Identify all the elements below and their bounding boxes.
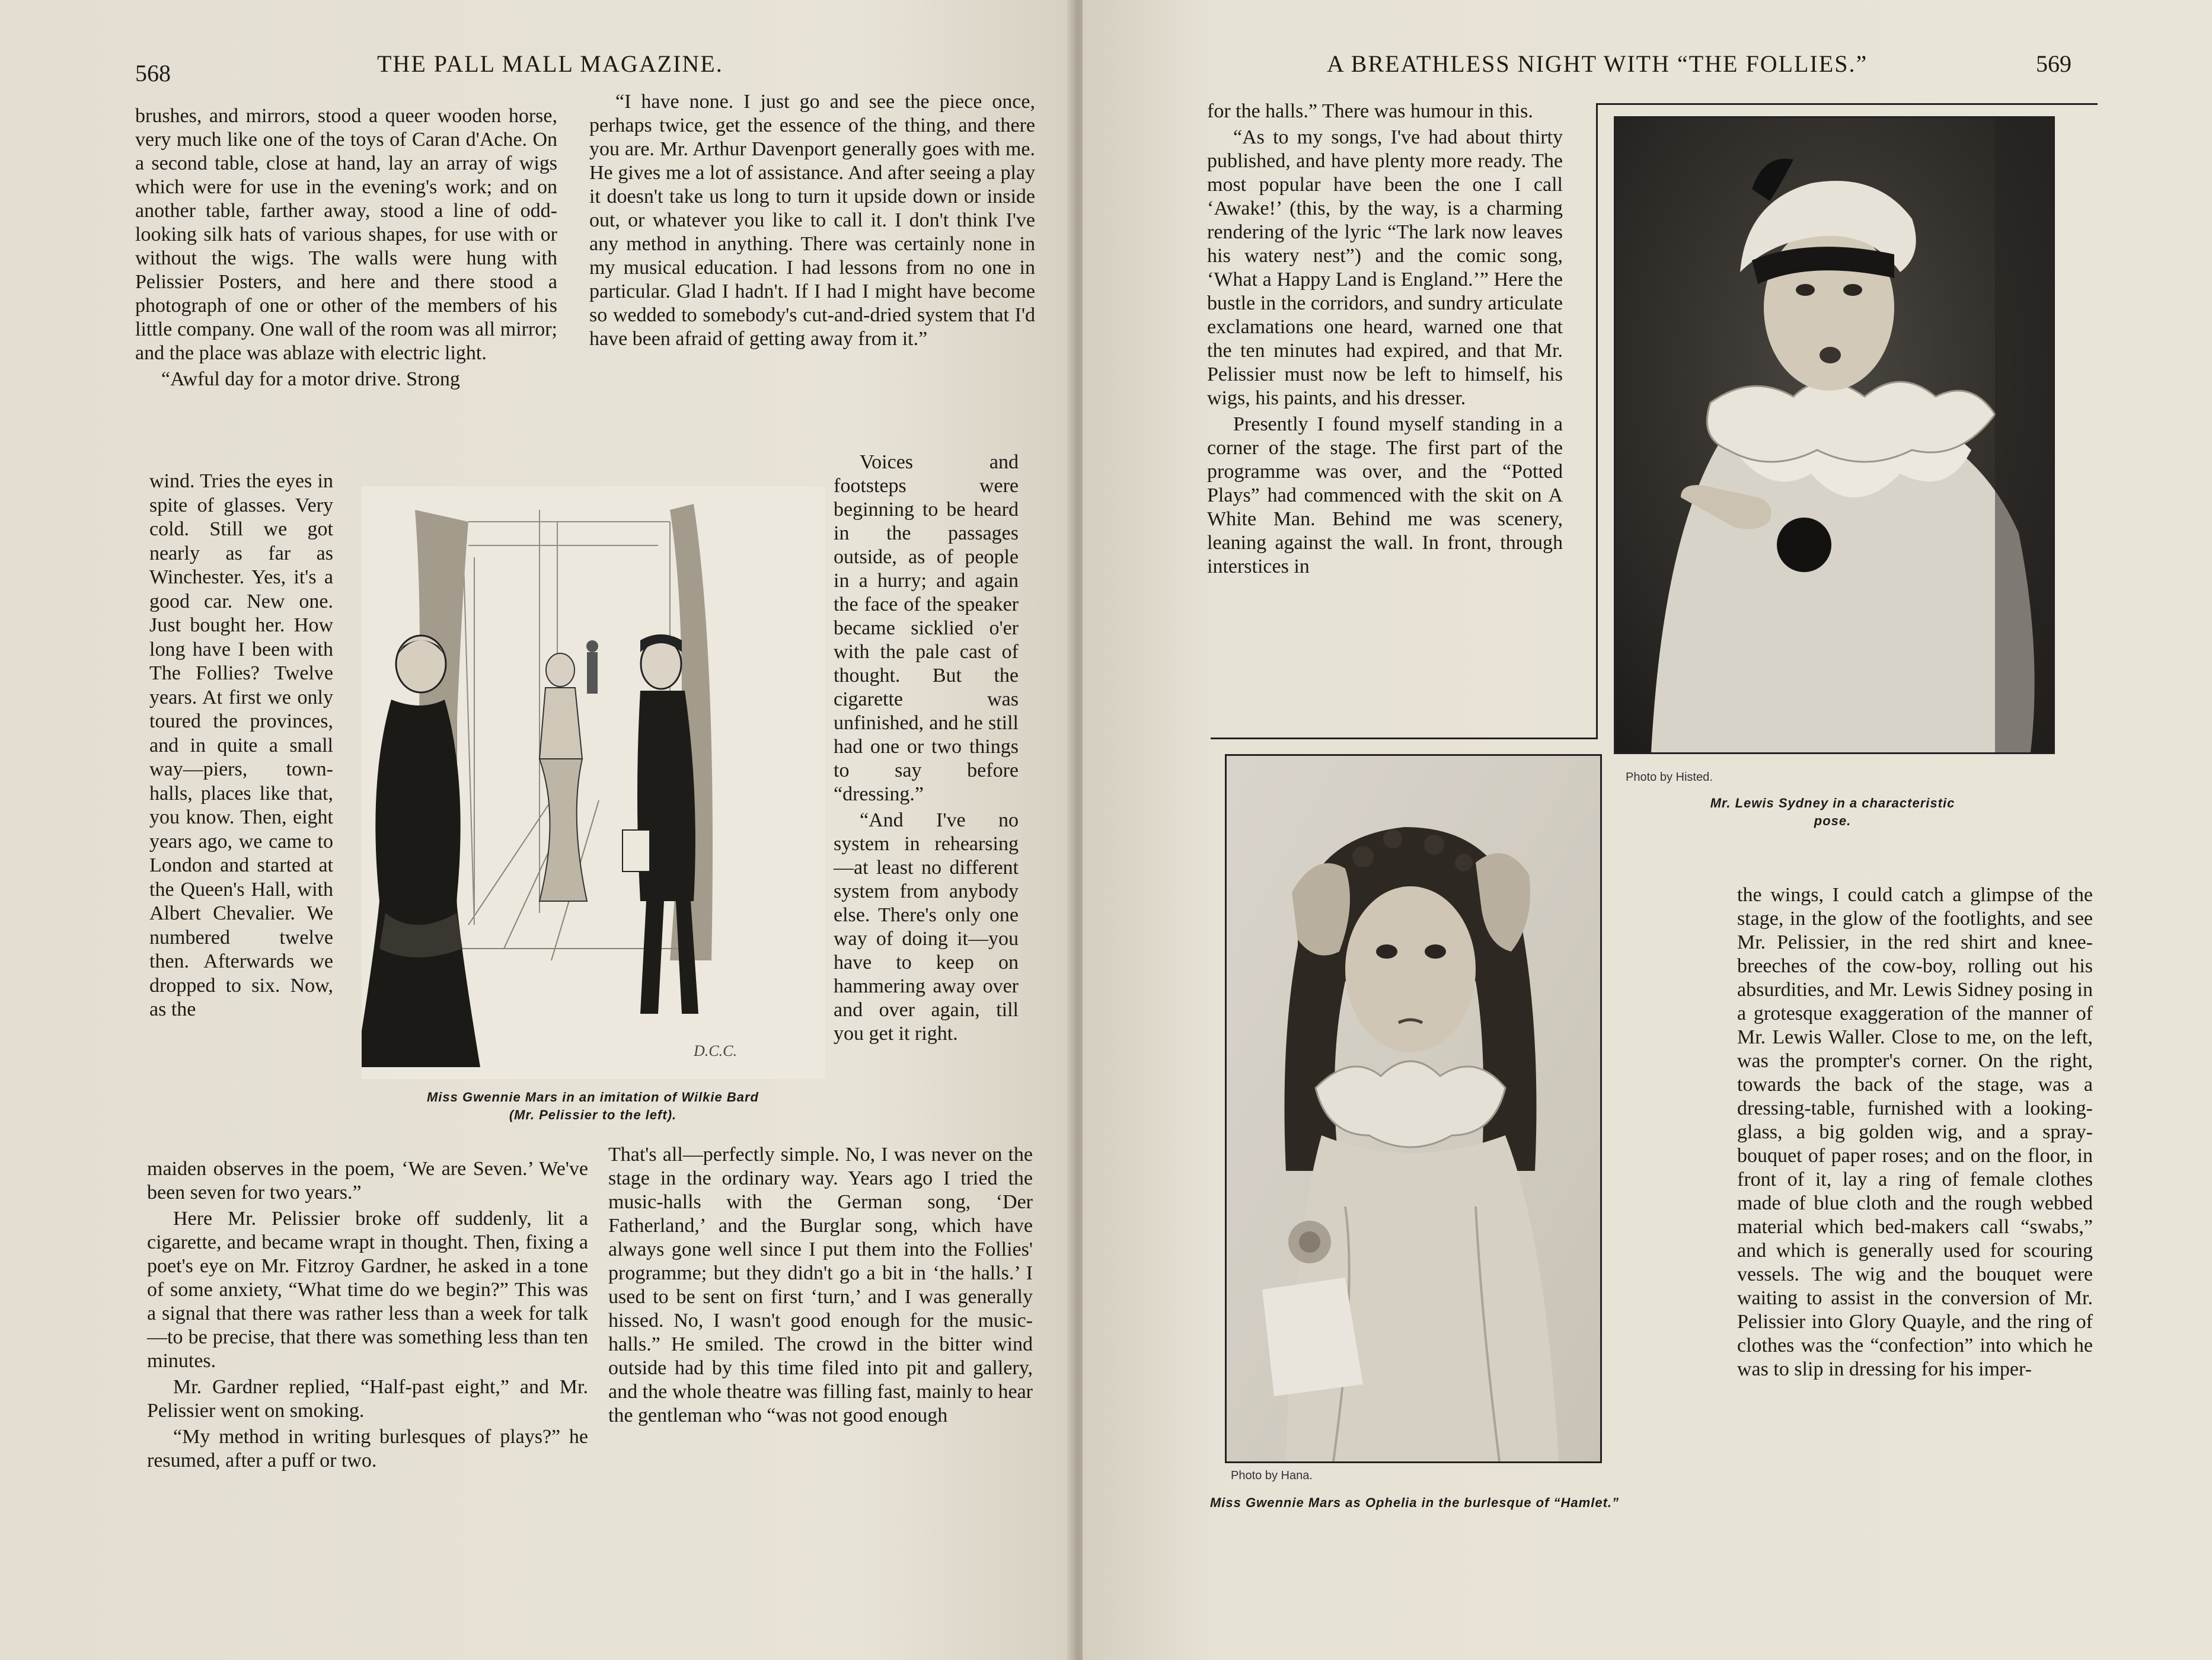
left-column-1-top [135, 104, 557, 391]
sketch-illustration [362, 486, 825, 1079]
paragraph: “And I've no system in rehearsing—at least no different system from anybody else. There's only one way of doing it—you have to keep on hammering away over and over again, till you get it right. [834, 809, 1019, 1045]
paragraph: for the halls.” There was humour in this. [1207, 100, 1533, 122]
paragraph: Presently I found myself standing in a corner of the stage. The first part of the programme was over, and the “Potted Plays” had commenced with the skit on A White Man. Behind me was scenery, leaning against the wall. In front, through interstices in [1207, 413, 1563, 577]
paragraph: “I have none. I just go and see the piece once, perhaps twice, get the essence of the thing, and there you are. Mr. Arthur Davenport generally goes with me. He gives me a lot of assistance. And after seeing a play it doesn't take us long to turn it upside down or inside out, or whatever you like to call it. I don't think I've any method in anything. There was certainly none in my musical education. I had lessons from no one in particular. Glad I hadn't. If I had I might have become so wedded to somebody's cut-and-dried system that I'd have been afraid of getting away from it.” [589, 91, 1035, 350]
sketch-caption-line: Miss Gwennie Mars in an imitation of Wilkie Bard [426, 1090, 759, 1104]
photo1-credit: Photo by Histed. [1626, 771, 1713, 784]
left-page [0, 0, 1074, 1660]
left-column-2-bottom [608, 1143, 1033, 1430]
running-head-right: A BREATHLESS NIGHT WITH “THE FOLLIES.” [1327, 50, 1868, 77]
sketch-drawing [362, 486, 825, 1079]
page-number-left: 568 [135, 60, 171, 87]
frame-rule [1596, 103, 1598, 738]
paragraph: Mr. Gardner replied, “Half-past eight,” and Mr. Pelissier went on smoking. [147, 1376, 588, 1422]
photo1-caption [1616, 794, 2049, 830]
running-head-left: THE PALL MALL MAGAZINE. [377, 50, 723, 77]
paragraph: the wings, I could catch a glimpse of the stage, in the glow of the footlights, and see Mr. Pelissier, in the red shirt and knee-breeches of the cow-boy, rolling out his absurdities, and Mr. Lewis Sidney posing in a grotesque exaggeration of the manner of Mr. Lewis Waller. Close to me, on the left, was the prompter's corner. On the right, towards the back of the stage, was a dressing-table, furnished with a looking-glass, a big golden wig, and a spray-bouquet of paper roses; and on the floor, in front of it, lay a ring of female clothes made of blue cloth and the rough webbed material which bed-makers call “swabs,” and which is generally used for scouring vessels. The wig and the bouquet were waiting to assist in the conversion of Mr. Pelissier into Glory Quayle, and the ring of clothes was the “confection” into which he was to slip in dressing for his imper- [1737, 884, 2093, 1380]
right-column-bottom [1737, 883, 2093, 1384]
photo1-caption-line: Mr. Lewis Sydney in a characteristic [1710, 796, 1955, 810]
paragraph: Voices and footsteps were beginning to be heard in the passages outside, as of people in a hurry; and again the face of the speaker became sicklied o'er with the pale cast of thought. But the cigarette was unfinished, and he still had one or two things to say before “dressing.” [834, 451, 1019, 805]
frame-rule [1211, 738, 1598, 739]
left-column-2-narrow [834, 451, 1019, 1048]
right-column-top [1207, 100, 1563, 581]
paragraph: maiden observes in the poem, ‘We are Seven.’ We've been seven for two years.” [147, 1158, 588, 1204]
paragraph: “My method in writing burlesques of plays?” he resumed, after a puff or two. [147, 1426, 588, 1471]
sketch-caption [379, 1088, 806, 1124]
artist-signature: D.C.C. [694, 1042, 737, 1059]
paragraph: wind. Tries the eyes in spite of glasses. Very cold. Still we got nearly as far as Winchester. Yes, it's a good car. New one. Just bought her. How long have I been with The Follies? Twelve years. At first we only toured the provinces, and in quite a small way—piers, town-halls, places like that, you know. Then, eight years ago, we came to London and started at the Queen's Hall, with Albert Chevalier. We numbered twelve then. Afterwards we dropped to six. Now, as the [149, 470, 333, 1020]
photo-lewis-sydney [1614, 116, 2055, 754]
pierrot-photo [1616, 118, 2053, 752]
photo2-caption: Miss Gwennie Mars as Ophelia in the burlesque of “Hamlet.” [1209, 1495, 1620, 1510]
page-number-right: 569 [2036, 50, 2071, 77]
frame-rule [1596, 103, 2098, 105]
photo2-credit: Photo by Hana. [1231, 1469, 1313, 1482]
right-page [1083, 0, 2212, 1660]
paragraph: brushes, and mirrors, stood a queer wooden horse, very much like one of the toys of Caran d'Ache. On a second table, close at hand, lay an array of wigs which were for use in the evening's work; and on another table, farther away, stood a line of odd-looking silk hats of various shapes, for use with or without the wigs. The walls were hung with Pelissier Posters, and here and there stood a photograph of one or other of the members of his little company. One wall of the room was all mirror; and the place was ablaze with electric light. [135, 105, 557, 364]
ophelia-photo [1227, 756, 1600, 1461]
left-column-2-top [589, 90, 1035, 353]
paragraph: Here Mr. Pelissier broke off suddenly, lit a cigarette, and became wrapt in thought. Then, fixing a poet's eye on Mr. Fitzroy Gardner, he asked in a tone of some anxiety, “What time do we begin?” This was a signal that there was rather less than a week for talk—to be precise, that there was something less than ten minutes. [147, 1208, 588, 1372]
sketch-caption-line: (Mr. Pelissier to the left). [509, 1107, 677, 1122]
left-column-1-bottom [147, 1157, 588, 1475]
photo1-caption-line: pose. [1814, 813, 1852, 828]
left-column-1-narrow [149, 470, 333, 1024]
paragraph: “Awful day for a motor drive. Strong [161, 368, 460, 390]
photo-gwennie-mars [1225, 754, 1602, 1463]
paragraph: That's all—perfectly simple. No, I was never on the stage in the ordinary way. Years ago I tried the music-halls with the German song, ‘Der Fatherland,’ and the Burglar song, which have always gone well since I put them into the Follies' programme; but they didn't go a bit in ‘the halls.’ I used to be sent on first ‘turn,’ and I was generally hissed. No, I wasn't good enough for the music-halls.” He smiled. The crowd in the bitter wind outside had by this time filed into pit and gallery, and the whole theatre was filling fast, mainly to hear the gentleman who “was not good enough [608, 1144, 1033, 1426]
paragraph: “As to my songs, I've had about thirty published, and have plenty more ready. The most popular have been the one I call ‘Awake!’ (this, by the way, is a charming rendering of the lyric “The lark now leaves his watery nest”) and the comic song, ‘What a Happy Land is England.’” Here the bustle in the corridors, and sundry articulate exclamations one heard, warned one that the ten minutes had expired, and that Mr. Pelissier must now be left to himself, his wigs, his paints, and his dresser. [1207, 126, 1563, 409]
